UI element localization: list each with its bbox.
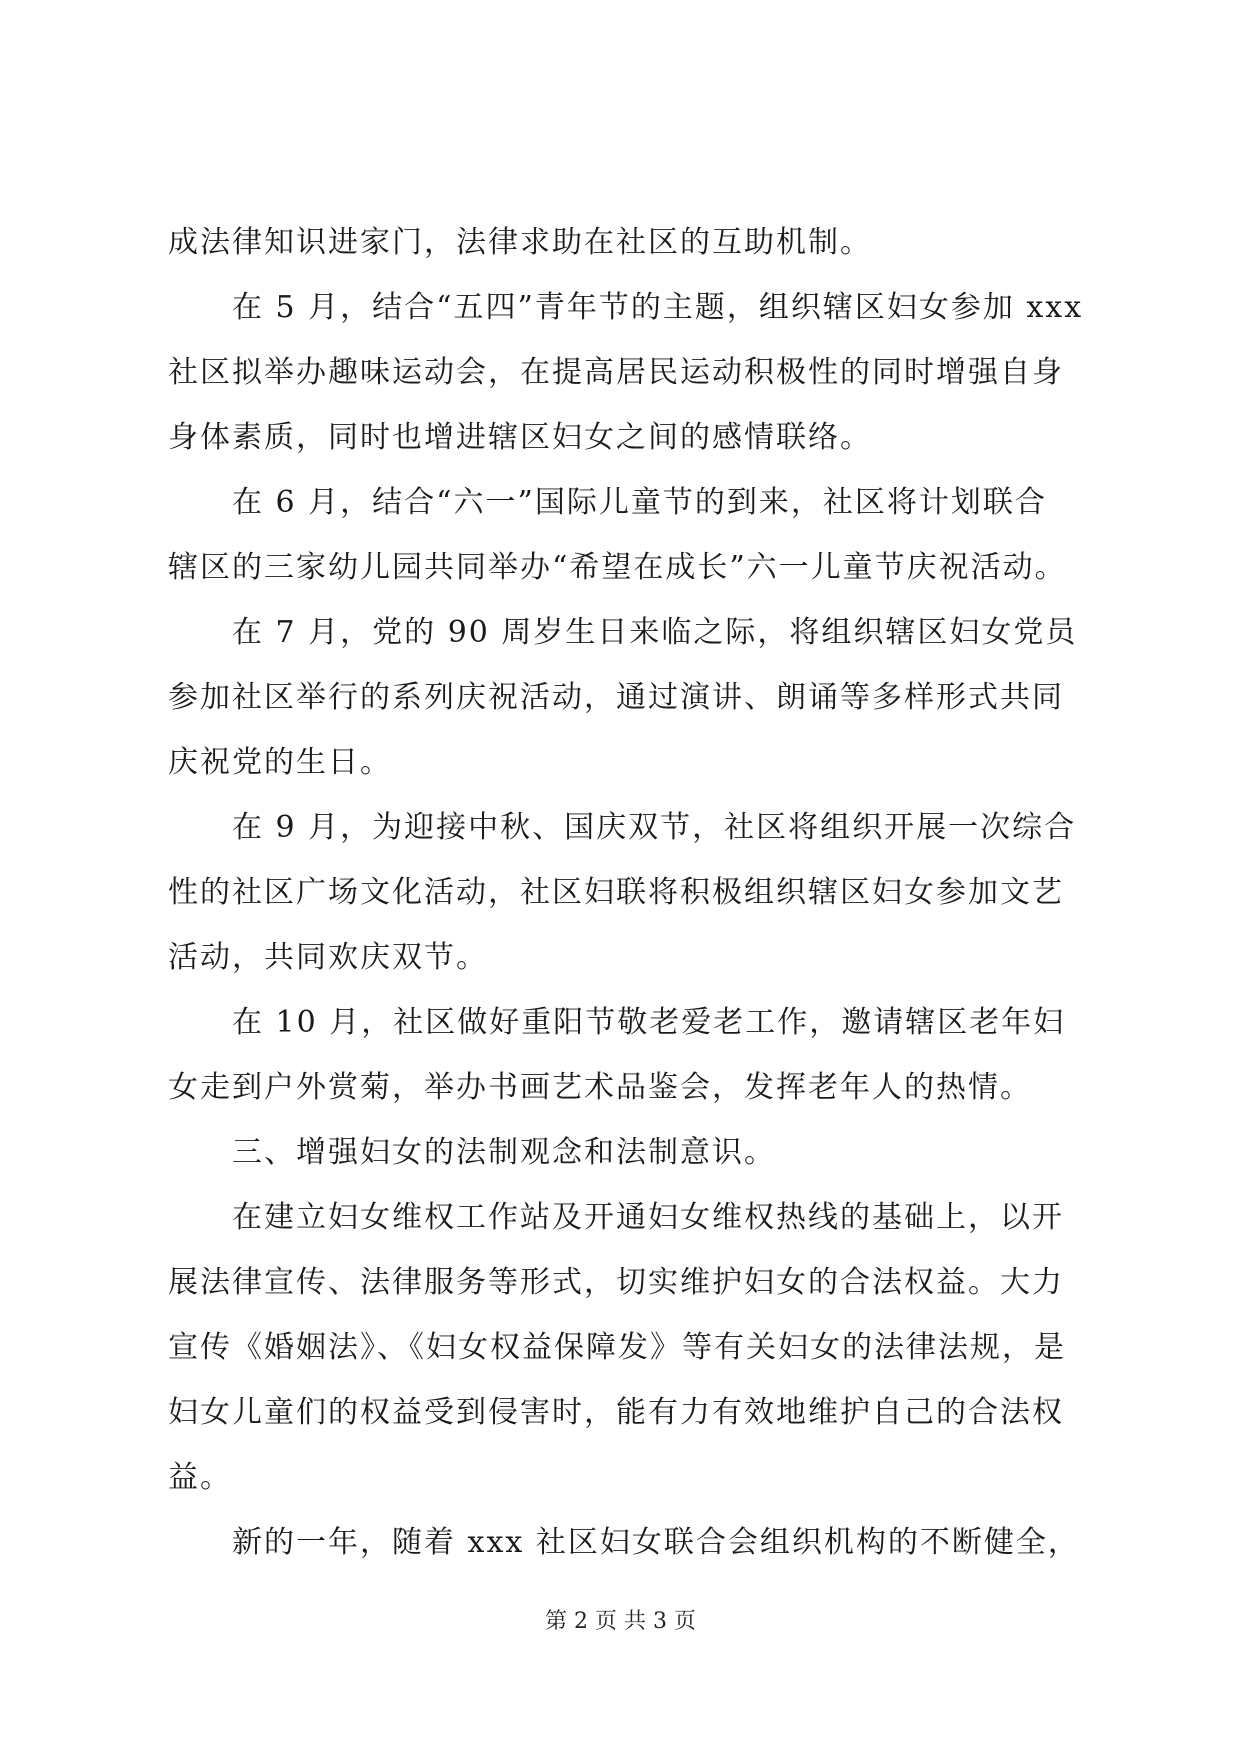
body-line: 在建立妇女维权工作站及开通妇女维权热线的基础上，以开: [232, 1200, 1064, 1235]
body-line: 辖区的三家幼儿园共同举办“希望在成长”六一儿童节庆祝活动。: [168, 550, 1067, 585]
body-line: 在 7 月，党的 90 周岁生日来临之际，将组织辖区妇女党员: [232, 615, 1078, 650]
body-line: 在 10 月，社区做好重阳节敬老爱老工作，邀请辖区老年妇: [232, 1005, 1066, 1040]
body-line: 性的社区广场文化活动，社区妇联将积极组织辖区妇女参加文艺: [168, 875, 1064, 910]
body-line: 妇女儿童们的权益受到侵害时，能有力有效地维护自己的合法权: [168, 1395, 1064, 1430]
document-body: [168, 210, 1083, 1575]
body-line: 宣传《婚姻法》、《妇女权益保障发》等有关妇女的法律法规，是: [168, 1330, 1066, 1365]
body-line: 在 9 月，为迎接中秋、国庆双节，社区将组织开展一次综合: [232, 810, 1077, 845]
body-line: 庆祝党的生日。: [168, 745, 392, 780]
body-line: 在 6 月，结合“六一”国际儿童节的到来，社区将计划联合: [232, 485, 1047, 520]
body-line: 新的一年，随着 xxx 社区妇女联合会组织机构的不断健全，: [232, 1525, 1080, 1560]
body-line: 成法律知识进家门，法律求助在社区的互助机制。: [168, 225, 872, 260]
body-line: 展法律宣传、法律服务等形式，切实维护妇女的合法权益。大力: [168, 1265, 1064, 1300]
body-line: 在 5 月，结合“五四”青年节的主题，组织辖区妇女参加 xxx: [232, 290, 1084, 325]
body-line: 参加社区举行的系列庆祝活动，通过演讲、朗诵等多样形式共同: [168, 680, 1064, 715]
body-line: 活动，共同欢庆双节。: [168, 940, 488, 975]
body-line: 身体素质，同时也增进辖区妇女之间的感情联络。: [168, 420, 872, 455]
body-line: 社区拟举办趣味运动会，在提高居民运动积极性的同时增强自身: [168, 355, 1064, 390]
body-line: 三、增强妇女的法制观念和法制意识。: [232, 1135, 776, 1170]
page-footer: 第 2 页 共 3 页: [545, 1609, 696, 1634]
body-line: 女走到户外赏菊，举办书画艺术品鉴会，发挥老年人的热情。: [168, 1070, 1032, 1105]
body-line: 益。: [168, 1460, 232, 1495]
